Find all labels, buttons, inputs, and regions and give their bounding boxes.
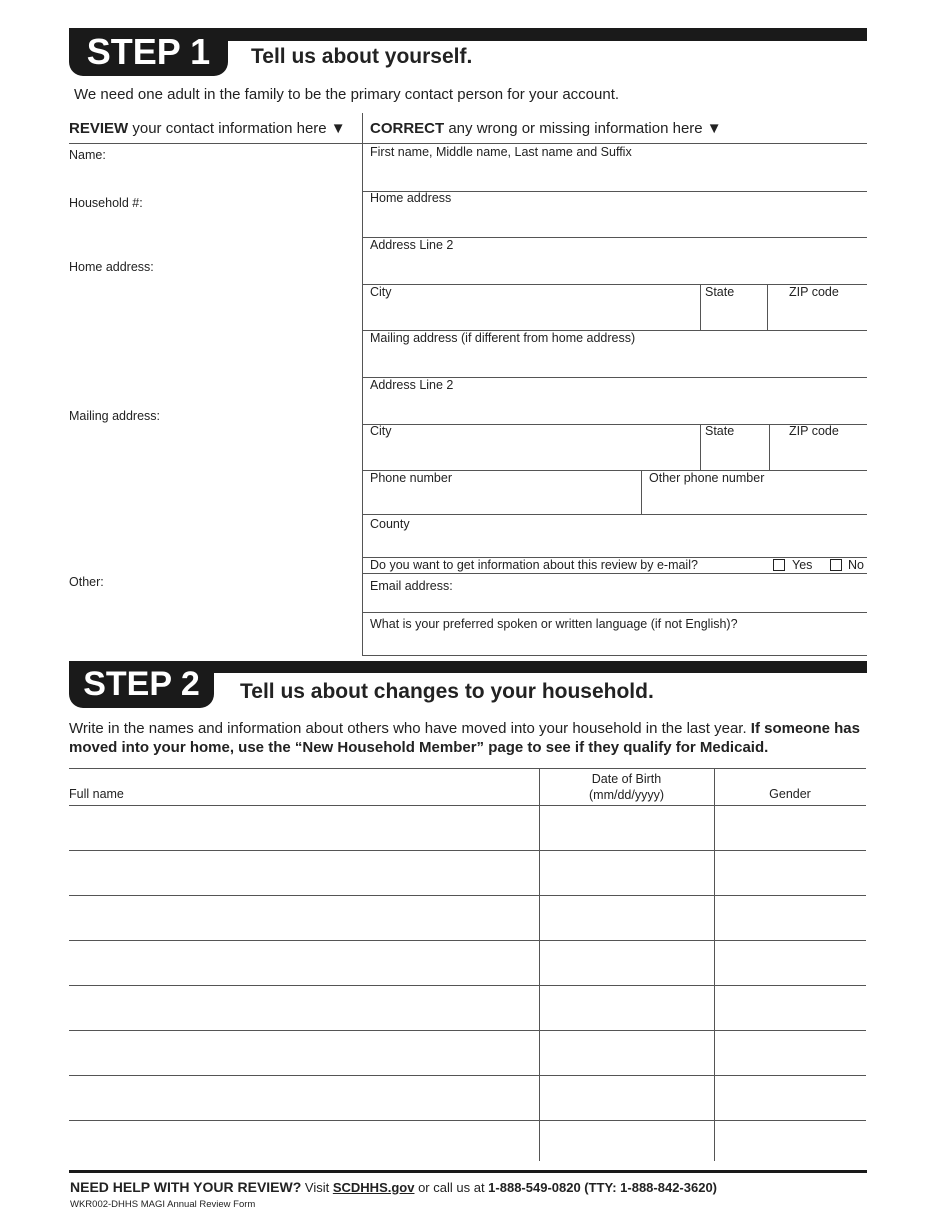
yes-label: Yes: [792, 558, 813, 572]
county-field[interactable]: County: [370, 517, 410, 531]
state-field-a[interactable]: State: [705, 285, 735, 299]
zip-field-a[interactable]: ZIP code: [789, 285, 839, 299]
no-checkbox[interactable]: [830, 559, 842, 571]
home-address-field[interactable]: Home address: [370, 191, 452, 205]
divider: [362, 573, 867, 574]
divider: [362, 612, 867, 613]
footer-help: [70, 1179, 717, 1195]
other-label: Other:: [69, 575, 104, 589]
col-header-name: Full name: [69, 787, 124, 801]
col-header-dob-line2: (mm/dd/yyyy): [589, 788, 664, 802]
col-header-dob: [539, 771, 714, 803]
step1-title: Tell us about yourself.: [251, 45, 473, 68]
divider: [641, 470, 642, 514]
other-phone-field[interactable]: Other phone number: [649, 471, 765, 485]
email-question: Do you want to get information about this review by e-mail?: [370, 558, 698, 572]
correct-rest: any wrong or missing information here ▼: [444, 120, 722, 137]
footer-rule: [69, 1170, 867, 1173]
table-row[interactable]: [69, 850, 866, 895]
footer-call: or call us at: [414, 1180, 489, 1195]
home-address-label: Home address:: [69, 260, 154, 274]
mailing-address-field[interactable]: Mailing address (if different from home address): [370, 331, 636, 345]
city-field-a[interactable]: City: [370, 285, 392, 299]
step2-intro: [69, 719, 869, 757]
footer-link[interactable]: SCDHHS.gov: [332, 1180, 415, 1195]
footer-visit: Visit: [301, 1180, 333, 1195]
form-id: WKR002-DHHS MAGI Annual Review Form: [70, 1199, 256, 1210]
full-name-field[interactable]: First name, Middle name, Last name and Suffix: [370, 145, 632, 159]
review-bold: REVIEW: [69, 120, 129, 137]
no-label: No: [848, 558, 864, 572]
divider: [362, 655, 867, 656]
language-field[interactable]: What is your preferred spoken or written language (if not English)?: [370, 617, 738, 631]
divider: [767, 284, 768, 330]
divider: [769, 424, 770, 470]
divider: [700, 284, 701, 330]
table-row[interactable]: [69, 985, 866, 1030]
table-row[interactable]: [69, 805, 866, 850]
table-top-line: [69, 768, 866, 769]
table-row[interactable]: [69, 895, 866, 940]
review-header: [69, 120, 346, 137]
divider: [700, 424, 701, 470]
divider: [362, 514, 867, 515]
col-header-gender: Gender: [769, 787, 811, 801]
phone-field[interactable]: Phone number: [370, 471, 453, 485]
review-rest: your contact information here ▼: [128, 120, 346, 137]
table-row[interactable]: [69, 1120, 866, 1165]
footer-help-bold: NEED HELP WITH YOUR REVIEW?: [70, 1179, 302, 1195]
step1-intro: We need one adult in the family to be the primary contact person for your account.: [74, 86, 620, 103]
col-header-dob-line1: Date of Birth: [591, 772, 662, 786]
table-row[interactable]: [69, 1075, 866, 1120]
step2-badge: STEP 2: [69, 661, 214, 708]
yes-checkbox[interactable]: [773, 559, 785, 571]
city-field-b[interactable]: City: [370, 424, 392, 438]
step1-badge: STEP 1: [69, 28, 228, 76]
state-field-b[interactable]: State: [705, 424, 735, 438]
name-label: Name:: [69, 148, 106, 162]
address-line2-field-a[interactable]: Address Line 2: [370, 238, 454, 252]
step2-intro-bold: If someone has moved into your home, use the “New Household Member” page to see if they qualify for Medicaid.: [69, 720, 860, 756]
step2-intro-regular: Write in the names and information about others who have moved into your household in the last year.: [69, 720, 751, 737]
footer-phone: 1-888-549-0820 (TTY: 1-888-842-3620): [488, 1180, 718, 1195]
mailing-address-label: Mailing address:: [69, 409, 161, 423]
household-label: Household #:: [69, 196, 143, 210]
email-field[interactable]: Email address:: [370, 579, 453, 593]
zip-field-b[interactable]: ZIP code: [789, 424, 839, 438]
correct-bold: CORRECT: [370, 120, 445, 137]
header-divider: [69, 143, 867, 144]
address-line2-field-b[interactable]: Address Line 2: [370, 378, 454, 392]
correct-header: [370, 120, 722, 137]
step2-title: Tell us about changes to your household.: [240, 680, 654, 703]
table-row[interactable]: [69, 940, 866, 985]
household-table: [69, 768, 866, 1161]
table-row[interactable]: [69, 1030, 866, 1075]
